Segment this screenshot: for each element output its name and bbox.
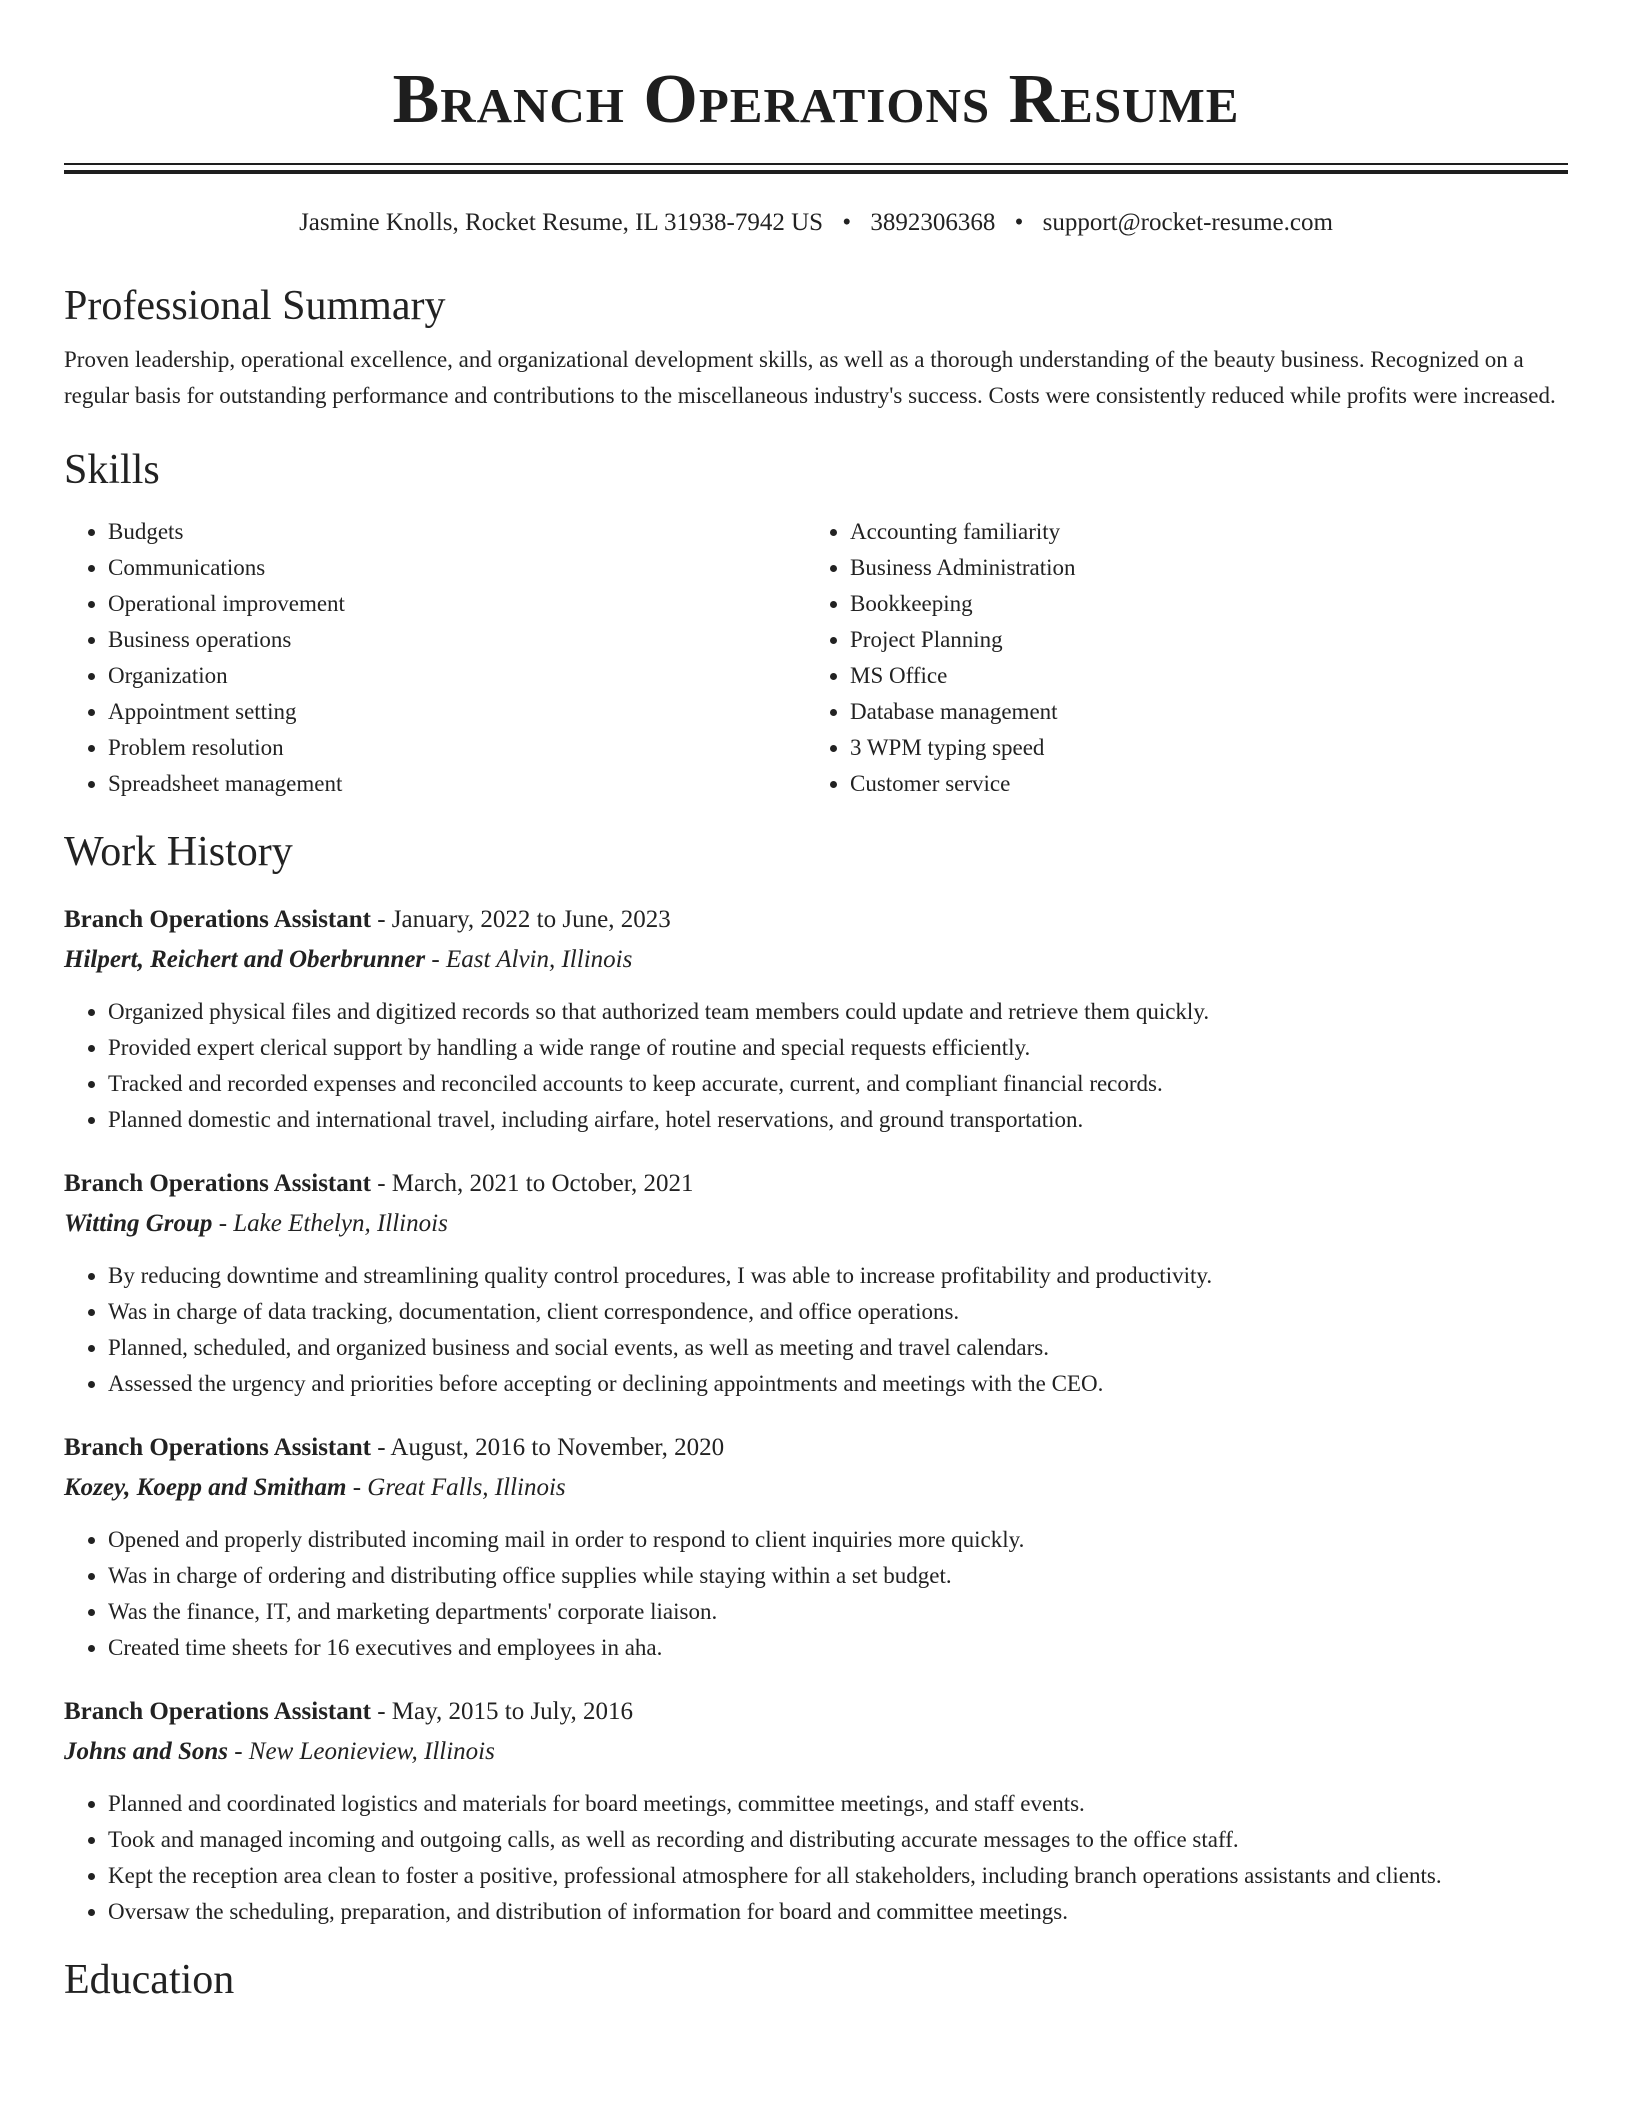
divider-thin-line xyxy=(64,163,1568,165)
skills-right-column xyxy=(806,514,1548,802)
skill-item: • Bookkeeping xyxy=(850,586,1548,622)
job-entry xyxy=(64,1164,1568,1402)
summary-heading: Professional Summary xyxy=(64,283,446,329)
skill-item: • Spreadsheet management xyxy=(108,766,806,802)
job-location: - New Leonieview, Illinois xyxy=(227,1738,495,1765)
contact-separator: • xyxy=(842,209,852,236)
job-duties xyxy=(64,994,1568,1138)
skill-item: • Organization xyxy=(108,658,806,694)
job-title: Branch Operations Assistant xyxy=(64,906,371,933)
job-duties xyxy=(64,1786,1568,1930)
contact-address: Jasmine Knolls, Rocket Resume, IL 31938-7942 US xyxy=(299,209,824,236)
job-dates: - March, 2021 to October, 2021 xyxy=(370,1170,694,1197)
skill-item: • Project Planning xyxy=(850,622,1548,658)
job-company-line xyxy=(64,1468,1568,1508)
job-duty-item: • Was in charge of ordering and distributing office supplies while staying within a set budget. xyxy=(108,1558,1568,1594)
job-duties xyxy=(64,1522,1568,1666)
contact-separator: • xyxy=(1014,209,1024,236)
work-history-heading: Work History xyxy=(64,829,293,875)
job-duty-item: • Took and managed incoming and outgoing calls, as well as recording and distributing accurate messages to the office staff. xyxy=(108,1822,1568,1858)
job-company-line xyxy=(64,1732,1568,1772)
job-duty-item: • Was the finance, IT, and marketing departments' corporate liaison. xyxy=(108,1594,1568,1630)
skill-item: • Problem resolution xyxy=(108,730,806,766)
job-title-line xyxy=(64,1428,1568,1468)
job-duties xyxy=(64,1258,1568,1402)
summary-section xyxy=(64,280,1568,414)
job-duty-item: • Assessed the urgency and priorities before accepting or declining appointments and meetings with the CEO. xyxy=(108,1366,1568,1402)
skill-item: • Business Administration xyxy=(850,550,1548,586)
job-duty-item: • Kept the reception area clean to foster a positive, professional atmosphere for all stakeholders, including branch operations assistants and clients. xyxy=(108,1858,1568,1894)
skill-item: • MS Office xyxy=(850,658,1548,694)
job-duty-item: • Tracked and recorded expenses and reconciled accounts to keep accurate, current, and compliant financial records. xyxy=(108,1066,1568,1102)
job-company: Johns and Sons xyxy=(64,1738,228,1765)
skill-item: • Budgets xyxy=(108,514,806,550)
job-dates: - August, 2016 to November, 2020 xyxy=(370,1434,725,1461)
job-title-line xyxy=(64,900,1568,940)
job-title-line xyxy=(64,1692,1568,1732)
work-history-section xyxy=(64,826,1568,1930)
job-duty-item: • By reducing downtime and streamlining quality control procedures, I was able to increase profitability and productivity. xyxy=(108,1258,1568,1294)
job-entry xyxy=(64,900,1568,1138)
contact-phone: 3892306368 xyxy=(870,209,996,236)
job-company: Kozey, Koepp and Smitham xyxy=(64,1474,347,1501)
job-duty-item: • Was in charge of data tracking, documentation, client correspondence, and office operations. xyxy=(108,1294,1568,1330)
skill-item: • Accounting familiarity xyxy=(850,514,1548,550)
job-title: Branch Operations Assistant xyxy=(64,1698,371,1725)
education-section xyxy=(64,1954,1568,2006)
divider-thick-line xyxy=(64,170,1568,174)
job-duty-item: • Provided expert clerical support by handling a wide range of routine and special requests efficiently. xyxy=(108,1030,1568,1066)
job-dates: - January, 2022 to June, 2023 xyxy=(370,906,671,933)
skill-item: • Customer service xyxy=(850,766,1548,802)
job-title-line xyxy=(64,1164,1568,1204)
skills-heading: Skills xyxy=(64,447,160,493)
job-location: - East Alvin, Illinois xyxy=(425,946,633,973)
job-duty-item: • Planned domestic and international travel, including airfare, hotel reservations, and ground transportation. xyxy=(108,1102,1568,1138)
job-title: Branch Operations Assistant xyxy=(64,1170,371,1197)
job-duty-item: • Oversaw the scheduling, preparation, and distribution of information for board and committee meetings. xyxy=(108,1894,1568,1930)
job-duty-item: • Created time sheets for 16 executives and employees in aha. xyxy=(108,1630,1568,1666)
contact-line xyxy=(64,208,1568,238)
job-company-line xyxy=(64,1204,1568,1244)
job-duty-item: • Organized physical files and digitized records so that authorized team members could update and retrieve them quickly. xyxy=(108,994,1568,1030)
skills-section xyxy=(64,444,1568,802)
job-duty-item: • Planned and coordinated logistics and materials for board meetings, committee meetings, and staff events. xyxy=(108,1786,1568,1822)
job-dates: - May, 2015 to July, 2016 xyxy=(370,1698,634,1725)
job-company: Hilpert, Reichert and Oberbrunner xyxy=(64,946,426,973)
job-company-line xyxy=(64,940,1568,980)
job-company: Witting Group xyxy=(64,1210,213,1237)
job-entry xyxy=(64,1428,1568,1666)
job-duty-item: • Planned, scheduled, and organized business and social events, as well as meeting and travel calendars. xyxy=(108,1330,1568,1366)
skill-item: • Appointment setting xyxy=(108,694,806,730)
skill-item: • Business operations xyxy=(108,622,806,658)
job-duty-item: • Opened and properly distributed incoming mail in order to respond to client inquiries more quickly. xyxy=(108,1522,1568,1558)
job-entry xyxy=(64,1692,1568,1930)
resume-title: Branch Operations Resume xyxy=(392,61,1240,138)
contact-email: support@rocket-resume.com xyxy=(1042,209,1333,236)
summary-text: Proven leadership, operational excellence, and organizational development skills, as well as a thorough understanding of the beauty business. Recognized on a regular basis for outstanding performance and contributions to the miscellaneous industry's success. Costs were consistently reduced while profits were increased. xyxy=(64,347,1556,408)
skills-columns xyxy=(64,514,1568,802)
skill-item: • Database management xyxy=(850,694,1548,730)
skill-item: • Operational improvement xyxy=(108,586,806,622)
skills-left-column xyxy=(64,514,806,802)
job-location: - Great Falls, Illinois xyxy=(346,1474,566,1501)
skill-item: • Communications xyxy=(108,550,806,586)
education-heading: Education xyxy=(64,1957,235,2003)
skill-item: • 3 WPM typing speed xyxy=(850,730,1548,766)
title-divider xyxy=(64,163,1568,174)
job-location: - Lake Ethelyn, Illinois xyxy=(212,1210,448,1237)
job-title: Branch Operations Assistant xyxy=(64,1434,371,1461)
